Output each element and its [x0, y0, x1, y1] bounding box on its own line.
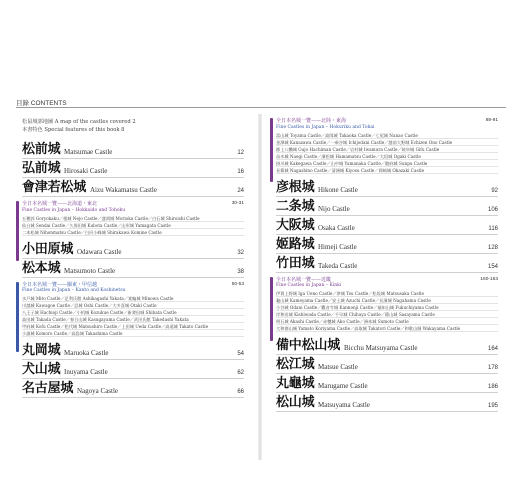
- section-line: 高田城 Takada Castle／春日山城 Kasugayama Castle／武田氏館 Takedashi Yakata: [22, 316, 244, 323]
- toc-entry: [276, 254, 498, 273]
- entry-page: 32: [237, 249, 244, 256]
- entry-page: 164: [487, 346, 498, 352]
- section-line: 仙台城 Sendai Castle／久保田城 Kubota Castle／山形城 Yamagata Castle: [22, 222, 244, 229]
- entry-page: 106: [487, 206, 498, 213]
- toc-group: [22, 341, 244, 398]
- page-header: [16, 98, 506, 107]
- section-line: 小諸城 Komoro Castle／高島城 Takashima Castle: [22, 330, 244, 337]
- regional-section: [22, 201, 244, 236]
- section-bar: [16, 201, 19, 261]
- entry-romaji: Matsumae Castle: [64, 148, 113, 156]
- section-line: 川越城 Kawagoe Castle／忍城 Oshi Castle／大多喜城 Otaki Castle: [22, 302, 244, 309]
- entry-page: 195: [487, 403, 498, 409]
- right-page: [276, 118, 498, 412]
- toc-entry: [22, 178, 244, 197]
- section-line: 五稜郭 Goryokaku／根城 Nejo Castle／盛岡城 Morioka Castle／白石城 Shiroishi Castle: [22, 215, 244, 222]
- entry-romaji: Hikone Castle: [318, 185, 358, 194]
- entry-page: 178: [487, 365, 498, 371]
- entry-kanji: 松前城: [22, 142, 61, 157]
- section-title: 全日本名城一覽——北海道・東北: [22, 201, 98, 207]
- entry-page: 128: [487, 244, 498, 251]
- section-title: 全日本名城一覽——北陸・東海: [276, 118, 347, 124]
- section-line: 富山城 Toyama Castle／高岡城 Takaoka Castle／七尾城 Nanao Castle: [276, 132, 498, 139]
- entry-romaji: Nijo Castle: [318, 204, 350, 213]
- section-line: 龜山城 Kameyama Castle／安土城 Azuchi Castle／長濱城 Nagahama Castle: [276, 297, 498, 304]
- entry-romaji: Bicchu Matsuyama Castle: [344, 344, 418, 352]
- entry-romaji: Marugame Castle: [318, 382, 368, 390]
- entry-page: 16: [237, 169, 244, 175]
- entry-kanji: 松本城: [22, 260, 61, 276]
- section-list: [22, 215, 244, 236]
- toc-entry: [22, 259, 244, 278]
- entry-romaji: Nagoya Castle: [77, 387, 119, 395]
- entry-kanji: 犬山城: [22, 362, 61, 377]
- entry-kanji: 弘前城: [22, 161, 61, 176]
- section-subtitle: Fine Castles in Japan – Kanto and Koshinetsu: [22, 288, 126, 293]
- section-list: [276, 290, 498, 332]
- section-line: 八王子城 Hachioji Castle／小机城 Kozukue Castle／新發田城 Shibata Castle: [22, 309, 244, 316]
- section-line: 苗木城 Naegi Castle／濱松城 Hamamatsu Castle／大垣城 Ogaki Castle: [276, 153, 498, 160]
- front-matter: [22, 118, 244, 134]
- regional-section: [276, 118, 498, 174]
- entry-page: 186: [487, 384, 498, 390]
- section-line: 小谷城 Odani Castle／觀音寺城 Kannonji Castle／福知山城 Fukuchiyama Castle: [276, 304, 498, 311]
- entry-kanji: 松山城: [276, 395, 315, 410]
- section-page: 50-53: [231, 281, 244, 287]
- section-bar: [270, 277, 273, 341]
- entry-romaji: Inuyama Castle: [64, 368, 108, 376]
- entry-romaji: Maruoka Castle: [64, 349, 109, 357]
- section-page: 30-31: [231, 201, 244, 206]
- section-page: 88-91: [485, 118, 498, 123]
- section-line: 長篠城 Nagashino Castle／清洲城 Kiyosu Castle／岡崎城 Okazaki Castle: [276, 167, 498, 174]
- entry-kanji: 二条城: [276, 198, 315, 214]
- header-divider: [16, 107, 506, 108]
- entry-page: 38: [237, 268, 244, 275]
- left-page: [22, 118, 244, 398]
- entry-kanji: 丸岡城: [22, 343, 61, 358]
- entry-page: 154: [487, 263, 498, 270]
- section-line: 明石城 Akashi Castle／赤穗城 Ako Castle／洲本城 Sumoto Castle: [276, 318, 498, 325]
- section-line: 水戸城 Mito Castle／足利氏館 Ashikagashi Yakata／箕輪城 Minowa Castle: [22, 295, 244, 302]
- entry-page: 66: [237, 389, 244, 395]
- section-line: 掛川城 Kakegawa Castle／山中城 Yamanaka Castle／駿府城 Sunpu Castle: [276, 160, 498, 167]
- toc-entry: [22, 379, 244, 398]
- section-title: 全日本名城一覽——關東・甲信越: [22, 281, 98, 288]
- section-line: 甲府城 Kofu Castle／松代城 Matsushiro Castle／上田城 Ueda Castle／高遠城 Takato Castle: [22, 323, 244, 330]
- entry-kanji: 備中松山城: [276, 338, 341, 353]
- entry-romaji: Takeda Castle: [318, 261, 358, 270]
- section-subtitle: Fine Castles in Japan – Kinki: [276, 283, 342, 288]
- front-matter-line: 本書特色 Special features of this book 8: [22, 127, 125, 133]
- section-line: 大和郡山城 Yamato Koriyama Castle／高取城 Takatori Castle／和歌山城 Wakayama Castle: [276, 325, 498, 332]
- section-subtitle: Fine Castles in Japan – Hokuriku and Tokai: [276, 124, 375, 130]
- entry-page: 24: [237, 188, 244, 194]
- entry-romaji: Hirosaki Castle: [64, 167, 108, 175]
- entry-kanji: 彦根城: [276, 179, 315, 195]
- entry-kanji: 松江城: [276, 357, 315, 372]
- contents-title: 目錄 CONTENTS: [16, 100, 67, 107]
- entry-kanji: 小田原城: [22, 241, 74, 257]
- section-line: 郡上八幡城 Gujo Hachiman Castle／岩村城 Iwamura Castle／岐阜城 Gifu Castle: [276, 146, 498, 153]
- entry-romaji: Matsumoto Castle: [64, 266, 116, 275]
- entry-romaji: Matsue Castle: [318, 363, 358, 371]
- section-bar: [16, 282, 19, 352]
- section-list: [22, 295, 244, 337]
- entry-page: 92: [491, 187, 498, 194]
- toc-group: [22, 240, 244, 278]
- toc-group: [276, 336, 498, 412]
- section-line: 岸和田城 Kishiwada Castle／千早城 Chihaya Castle／篠山城 Sasayama Castle: [276, 311, 498, 318]
- entry-kanji: 大阪城: [276, 217, 315, 233]
- regional-section: [22, 282, 244, 338]
- entry-page: 54: [237, 351, 244, 357]
- front-matter-line: 松鼠城郭地圖 A map of the castles covered 2: [22, 119, 136, 125]
- entry-romaji: Odawara Castle: [77, 247, 122, 256]
- section-bar: [270, 118, 273, 182]
- section-title: 全日本名城一覽——近畿: [276, 276, 332, 283]
- entry-romaji: Himeji Castle: [318, 242, 357, 251]
- section-line: 金澤城 Kanazawa Castle／一乘谷城 Ichijodani Castle／越前大野城 Echizen Ono Castle: [276, 139, 498, 146]
- section-page: 160-163: [480, 276, 498, 282]
- entry-kanji: 竹田城: [276, 255, 315, 271]
- regional-section: [276, 277, 498, 333]
- entry-kanji: 丸龜城: [276, 376, 315, 391]
- entry-page: 116: [488, 225, 498, 232]
- section-subtitle: Fine Castles in Japan – Hokkaido and Tohoku: [22, 207, 126, 213]
- entry-kanji: 會津若松城: [22, 180, 87, 195]
- entry-kanji: 姬路城: [276, 236, 315, 252]
- section-line: 二本松城 Nihonmatsu Castle／白河小峰城 Shirakawa Komine Castle: [22, 229, 244, 236]
- entry-page: 12: [237, 150, 244, 156]
- book-gutter: [258, 114, 262, 460]
- entry-romaji: Aizu Wakamatsu Castle: [90, 186, 157, 194]
- toc-group: [22, 140, 244, 197]
- entry-romaji: Matsuyama Castle: [318, 401, 370, 409]
- entry-page: 62: [237, 370, 244, 376]
- toc-entry: [276, 393, 498, 412]
- section-line: 伊賀上野城 Iga Ueno Castle／津城 Tsu Castle／松坂城 Matsusaka Castle: [276, 290, 498, 297]
- entry-kanji: 名古屋城: [22, 381, 74, 396]
- section-list: [276, 132, 498, 174]
- toc-group: [276, 178, 498, 273]
- entry-romaji: Osaka Castle: [318, 223, 355, 232]
